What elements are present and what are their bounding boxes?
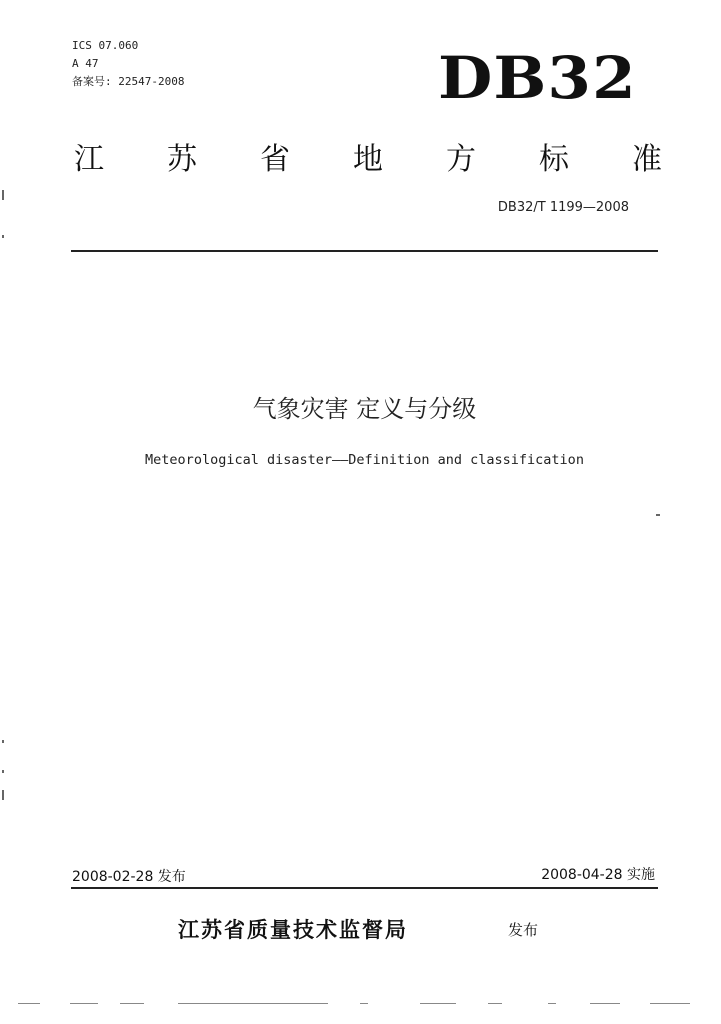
issue-date: 2008-02-28 发布 — [72, 869, 186, 885]
bottom-divider — [71, 887, 658, 889]
scan-artifact — [360, 1003, 368, 1004]
document-title-english: Meteorological disaster——Definition and classification — [145, 452, 584, 468]
scan-artifact — [120, 1003, 144, 1004]
standard-type-char: 地 — [353, 142, 383, 177]
standard-number: DB32/T 1199—2008 — [497, 200, 629, 215]
scan-artifact — [18, 1003, 40, 1004]
standard-type-char: 苏 — [167, 142, 197, 177]
scan-artifact — [70, 1003, 98, 1004]
scan-artifact — [488, 1003, 502, 1004]
scan-artifact — [420, 1003, 456, 1004]
publisher-name: 江苏省质量技术监督局 — [178, 918, 408, 942]
scan-artifact — [656, 514, 660, 516]
top-divider — [71, 250, 658, 252]
classification-code: A 47 — [72, 57, 99, 70]
scan-artifact — [178, 1003, 328, 1004]
implementation-date: 2008-04-28 实施 — [541, 867, 655, 883]
ics-code: ICS 07.060 — [72, 39, 139, 52]
standard-mark: DB32 — [438, 44, 637, 112]
scan-artifact — [2, 770, 4, 773]
standard-type-char: 省 — [260, 142, 290, 177]
standard-type-char: 准 — [632, 142, 662, 177]
standard-type-char: 方 — [446, 142, 476, 177]
scan-artifact — [2, 740, 4, 743]
standard-type-char: 江 — [74, 142, 104, 177]
document-title-chinese: 气象灾害 定义与分级 — [252, 395, 477, 423]
scan-artifact — [2, 190, 4, 200]
scan-artifact — [548, 1003, 556, 1004]
record-number: 备案号: 22547-2008 — [72, 75, 185, 88]
scan-artifact — [590, 1003, 620, 1004]
standard-type-heading — [72, 134, 664, 178]
publisher-suffix: 发布 — [508, 921, 539, 939]
scan-artifact — [650, 1003, 690, 1004]
scan-artifact — [2, 790, 4, 800]
standard-type-char: 标 — [539, 142, 569, 177]
scan-artifact — [2, 235, 4, 238]
